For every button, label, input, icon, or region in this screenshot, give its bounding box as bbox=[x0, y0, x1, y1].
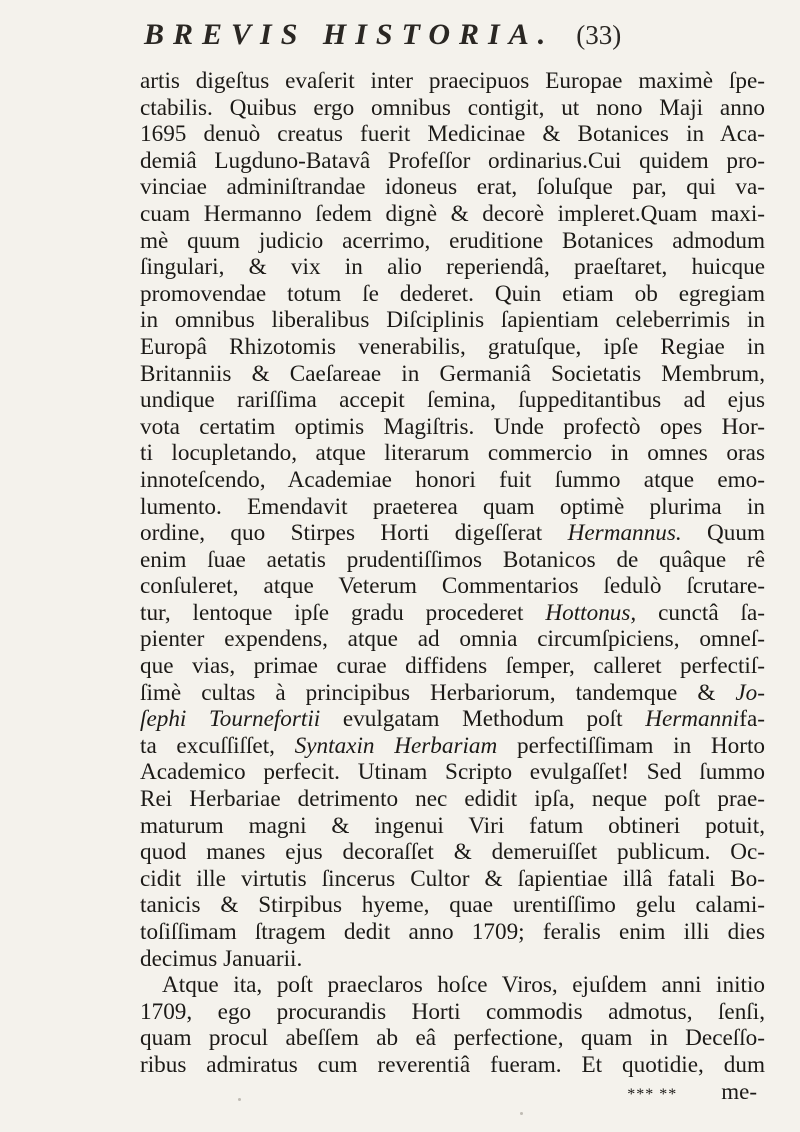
text-line: enim ſuae aetatis prudentiſſimos Botanicos de quâque rê bbox=[140, 546, 765, 573]
line-text: evulgatam Methodum poſt bbox=[342, 706, 623, 733]
text-line: 1695 denuò creatus fuerit Medicinae & Botanices in Aca- bbox=[140, 121, 765, 148]
text-line bbox=[140, 706, 765, 733]
text-line: toſiſſimam ſtragem dedit anno 1709; feralis enim illi dies bbox=[140, 919, 765, 945]
text-line: undique rariſſima accepit ſemina, ſuppeditantibus ad ejus bbox=[140, 387, 765, 414]
text-line: promovendae totum ſe dederet. Quin etiam ob egregiam bbox=[140, 280, 765, 307]
paper-speck bbox=[238, 1098, 241, 1101]
text-line: cidit ille virtutis ſincerus Cultor & ſapientiae illâ fatali Bo- bbox=[140, 865, 765, 892]
text-line bbox=[140, 520, 765, 547]
text-line: que vias, primae curae diffidens ſemper, calleret perfectiſ- bbox=[140, 653, 765, 680]
running-head bbox=[140, 18, 754, 68]
italic-name: ſephi Tournefortii bbox=[140, 706, 321, 733]
text-line bbox=[140, 600, 765, 627]
text-line: demiâ Lugduno-Batavâ Profeſſor ordinarius.Cui quidem pro- bbox=[140, 147, 765, 174]
text-line: artis digeſtus evaſerit inter praecipuos Europae maximè ſpe- bbox=[140, 68, 765, 94]
text-line: vinciae adminiſtrandae idoneus erat, ſoluſque par, qui va- bbox=[140, 174, 765, 201]
text-line: Academico perfecit. Utinam Scripto evulgaſſet! Sed ſummo bbox=[140, 759, 765, 786]
signature-mark: *** ** bbox=[627, 1085, 678, 1103]
line-text: ordine, quo Stirpes Horti digeſſerat bbox=[140, 520, 543, 547]
paper-speck bbox=[520, 1112, 523, 1115]
text-line: Atque ita, poſt praeclaros hoſce Viros, ejuſdem anni initio bbox=[162, 972, 765, 999]
text-line: Rei Herbariae detrimento nec edidit ipſa, neque poſt prae- bbox=[140, 786, 765, 813]
italic-name: Hermannus. bbox=[567, 520, 682, 547]
catchline bbox=[140, 1079, 765, 1107]
text-line: innoteſcendo, Academiae honori fuit ſummo atque emo- bbox=[140, 466, 765, 493]
text-line: tanicis & Stirpibus hyeme, quae urentiſſimo gelu calami- bbox=[140, 892, 765, 919]
line-text: ta excuſſiſſet, bbox=[140, 732, 275, 759]
text-line: ribus admiratus cum reverentiâ fueram. Et quotidie, dum bbox=[140, 1051, 765, 1078]
italic-name: Jo- bbox=[735, 679, 765, 706]
italic-name: Hottonus, bbox=[545, 599, 637, 626]
line-text: ſimè cultas à principibus Herbariorum, tandemque & bbox=[140, 679, 716, 706]
text-line: maturum magni & ingenui Viri fatum obtineri potuit, bbox=[140, 812, 765, 839]
text-line: mè quum judicio acerrimo, eruditione Botanices admodum bbox=[140, 227, 765, 254]
line-text: cunctâ ſa- bbox=[658, 599, 765, 626]
text-line: conſuleret, atque Veterum Commentarios ſedulò ſcrutare- bbox=[140, 573, 765, 600]
text-line: decimus Januarii. bbox=[140, 945, 303, 972]
text-line: 1709, ego procurandis Horti commodis admotus, ſenſi, bbox=[140, 998, 765, 1025]
body-text bbox=[140, 68, 765, 1079]
text-line: quod manes ejus decoraſſet & demeruiſſet publicum. Oc- bbox=[140, 839, 765, 866]
running-title: BREVIS HISTORIA. bbox=[144, 18, 555, 51]
text-line: vota certatim optimis Magiſtris. Unde profectò opes Hor- bbox=[140, 413, 765, 440]
text-line: ctabilis. Quibus ergo omnibus contigit, ut nono Maji anno bbox=[140, 94, 765, 121]
text-line: in omnibus liberalibus Diſciplinis ſapientiam celeberrimis in bbox=[140, 307, 765, 334]
page-number: (33) bbox=[576, 20, 622, 50]
text-line: Britanniis & Caeſareae in Germaniâ Societatis Membrum, bbox=[140, 360, 765, 387]
text-line: quam procul abeſſem ab eâ perfectione, quam in Deceſſo- bbox=[140, 1025, 765, 1052]
italic-title: Syntaxin Herbariam bbox=[294, 732, 498, 759]
catchword: me- bbox=[721, 1078, 757, 1104]
italic-name: Hermanni bbox=[645, 706, 740, 733]
text-line: ſingulari, & vix in alio reperiendâ, praeſtaret, huicque bbox=[140, 254, 765, 281]
text-line: pienter expendens, atque ad omnia circumſpiciens, omneſ- bbox=[140, 626, 765, 653]
text-line: lumento. Emendavit praeterea quam optimè plurima in bbox=[140, 493, 765, 520]
line-text: tur, lentoque ipſe gradu procederet bbox=[140, 599, 524, 626]
line-text: perfectiſſimam in Horto bbox=[516, 732, 765, 759]
text-line: Europâ Rhizotomis venerabilis, gratuſque, ipſe Regiae in bbox=[140, 333, 765, 360]
text-line bbox=[140, 733, 765, 760]
text-line: cuam Hermanno ſedem dignè & decorè impleret.Quam maxi- bbox=[140, 200, 765, 227]
line-text: fa- bbox=[739, 706, 765, 733]
line-text: Quum bbox=[707, 520, 766, 547]
text-line: ti locupletando, atque literarum commercio in omnes oras bbox=[140, 440, 765, 467]
text-line bbox=[140, 680, 765, 707]
